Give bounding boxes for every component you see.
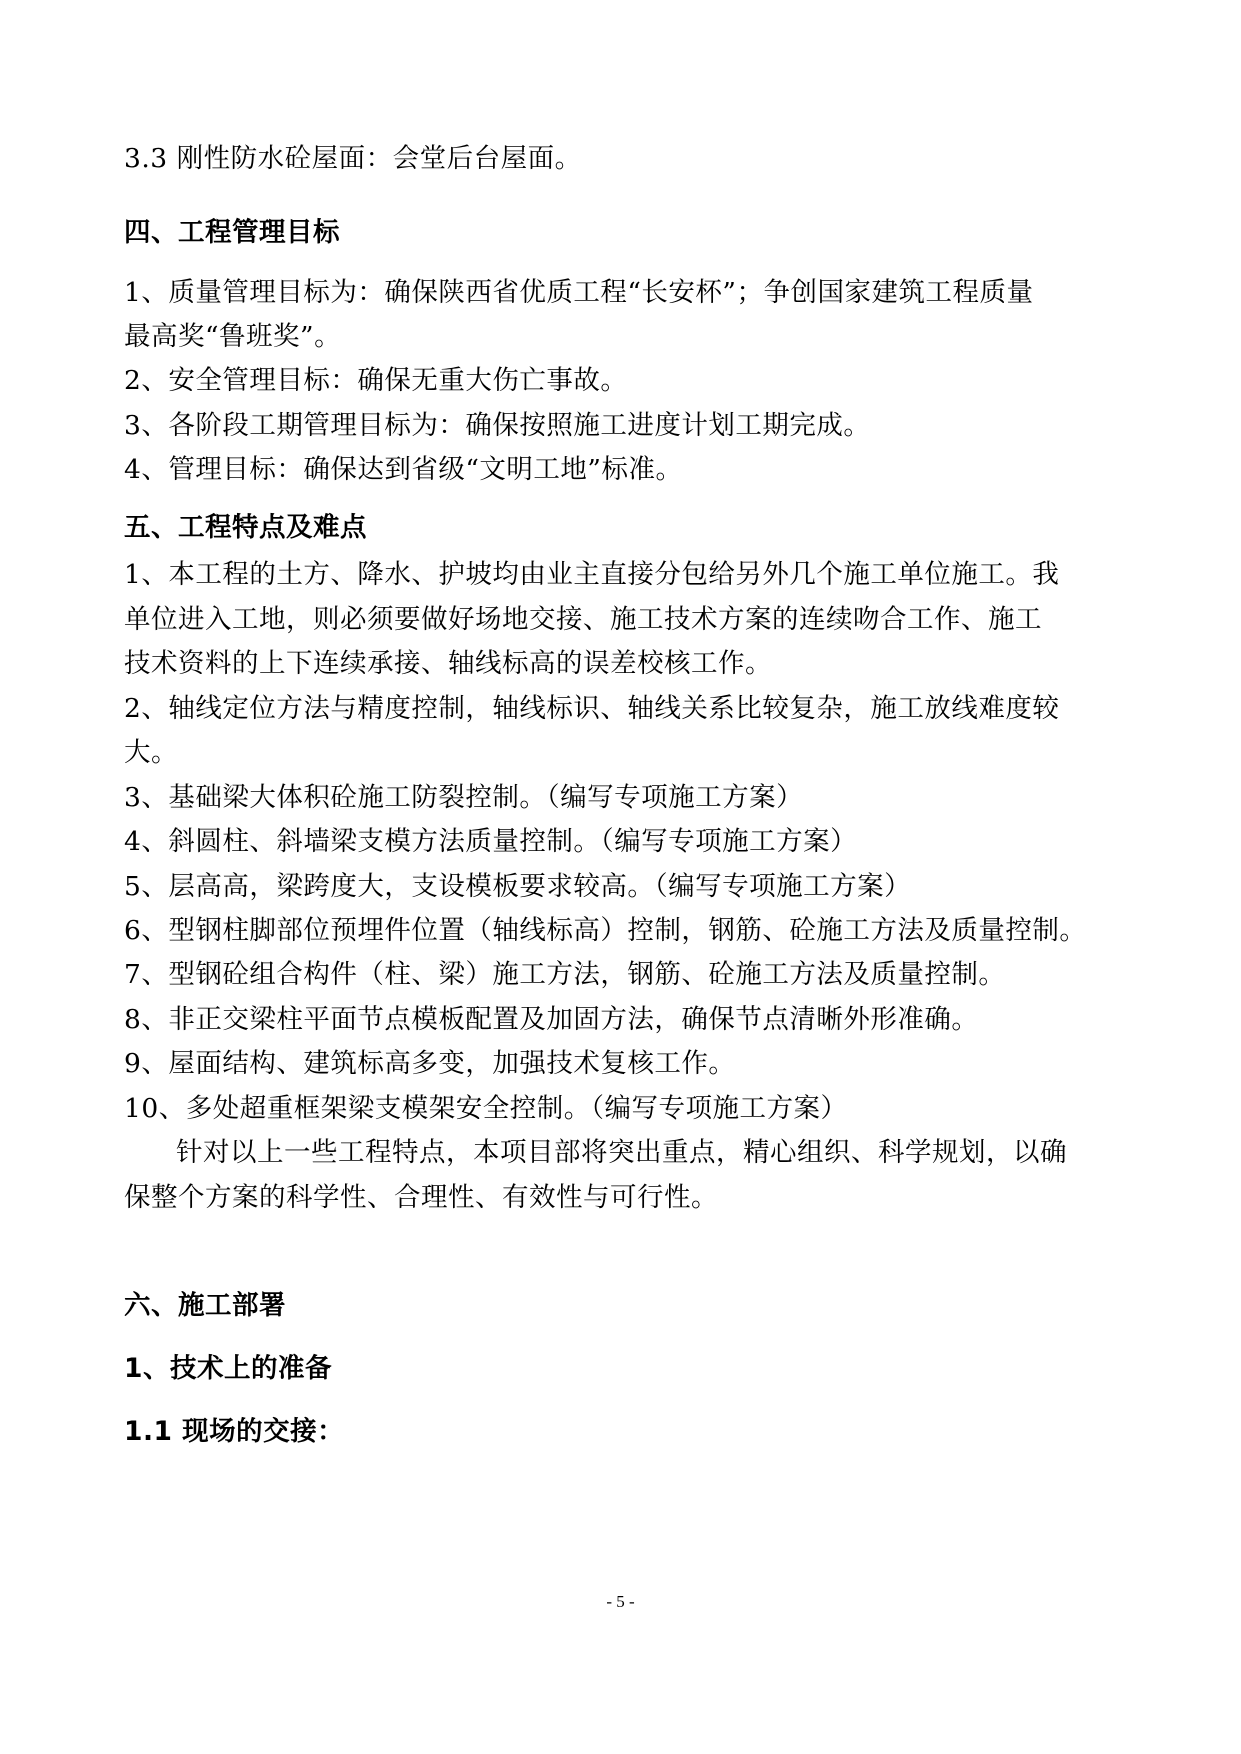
section-5-summary-line-2: 保整个方案的科学性、合理性、有效性与可行性。 [124, 1182, 718, 1213]
section-5-item-2-line-1: 2、轴线定位方法与精度控制，轴线标识、轴线关系比较复杂，施工放线难度较 [124, 693, 1060, 724]
section-4-item-1-line-1: 1、质量管理目标为：确保陕西省优质工程“长安杯”；争创国家建筑工程质量 [124, 277, 1034, 308]
section-5-summary-line-1: 针对以上一些工程特点，本项目部将突出重点，精心组织、科学规划，以确 [176, 1137, 1067, 1168]
section-5-item-1-line-3: 技术资料的上下连续承接、轴线标高的误差校核工作。 [124, 648, 772, 679]
section-5-item-3: 3、基础梁大体积砼施工防裂控制。（编写专项施工方案） [124, 782, 804, 813]
section-4-heading: 四、工程管理目标 [124, 217, 340, 248]
section-6-1-heading: 1、技术上的准备 [124, 1353, 332, 1384]
section-5-item-10: 10、多处超重框架梁支模架安全控制。（编写专项施工方案） [124, 1093, 848, 1124]
section-6-heading: 六、施工部署 [124, 1290, 286, 1321]
section-3-3-text: 3.3 刚性防水砼屋面：会堂后台屋面。 [124, 143, 582, 174]
section-5-item-1-line-1: 1、本工程的土方、降水、护坡均由业主直接分包给另外几个施工单位施工。我 [124, 559, 1060, 590]
section-5-item-2-line-2: 大。 [124, 737, 178, 768]
section-6-1-1-heading: 1.1 现场的交接： [124, 1416, 345, 1447]
page-number: - 5 - [606, 1592, 635, 1611]
section-5-item-6: 6、型钢柱脚部位预埋件位置（轴线标高）控制，钢筋、砼施工方法及质量控制。 [124, 915, 1087, 946]
section-4-item-2: 2、安全管理目标：确保无重大伤亡事故。 [124, 365, 628, 396]
section-4-item-1-line-2: 最高奖“鲁班奖”。 [124, 321, 342, 352]
section-5-item-8: 8、非正交梁柱平面节点模板配置及加固方法，确保节点清晰外形准确。 [124, 1004, 979, 1035]
section-5-item-9: 9、屋面结构、建筑标高多变，加强技术复核工作。 [124, 1048, 736, 1079]
section-4-item-3: 3、各阶段工期管理目标为：确保按照施工进度计划工期完成。 [124, 410, 871, 441]
section-5-heading: 五、工程特点及难点 [124, 512, 367, 543]
section-4-item-4: 4、管理目标：确保达到省级“文明工地”标准。 [124, 454, 683, 485]
section-5-item-4: 4、斜圆柱、斜墙梁支模方法质量控制。（编写专项施工方案） [124, 826, 858, 857]
section-5-item-7: 7、型钢砼组合构件（柱、梁）施工方法，钢筋、砼施工方法及质量控制。 [124, 959, 1006, 990]
section-5-item-5: 5、层高高，梁跨度大，支设模板要求较高。（编写专项施工方案） [124, 871, 912, 902]
section-5-item-1-line-2: 单位进入工地，则必须要做好场地交接、施工技术方案的连续吻合工作、施工 [124, 604, 1042, 635]
